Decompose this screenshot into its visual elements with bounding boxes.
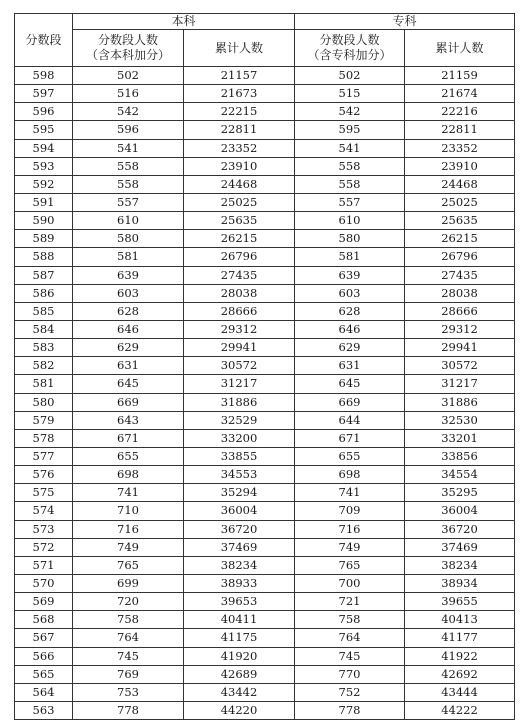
benke-cumulative-cell: 25635	[184, 212, 295, 230]
benke-count-cell: 631	[73, 357, 184, 375]
zhuanke-count-cell: 721	[295, 593, 405, 611]
score-cell: 566	[15, 647, 73, 665]
table-row	[15, 593, 515, 611]
benke-count-cell: 769	[73, 665, 184, 683]
table-row	[15, 411, 515, 429]
zhuanke-cumulative-cell: 31886	[405, 393, 515, 411]
table-row	[15, 320, 515, 338]
benke-count-cell: 646	[73, 320, 184, 338]
zhuanke-cumulative-cell: 37469	[405, 538, 515, 556]
zhuanke-count-cell: 646	[295, 320, 405, 338]
benke-cumulative-cell: 23352	[184, 139, 295, 157]
table-row	[15, 212, 515, 230]
score-cell: 590	[15, 212, 73, 230]
zhuanke-cumulative-cell: 41177	[405, 629, 515, 647]
zhuanke-count-cell: 542	[295, 103, 405, 121]
zhuanke-cumulative-cell: 29312	[405, 320, 515, 338]
benke-count-cell: 603	[73, 284, 184, 302]
score-cell: 576	[15, 466, 73, 484]
zhuanke-count-cell: 639	[295, 266, 405, 284]
table-row	[15, 484, 515, 502]
zhuanke-count-cell: 580	[295, 230, 405, 248]
benke-count-cell: 580	[73, 230, 184, 248]
zhuanke-count-cell: 669	[295, 393, 405, 411]
score-cell: 596	[15, 103, 73, 121]
zhuanke-count-cell: 631	[295, 357, 405, 375]
header-group-row	[15, 14, 515, 30]
score-cell: 572	[15, 538, 73, 556]
score-cell: 586	[15, 284, 73, 302]
benke-cumulative-cell: 25025	[184, 193, 295, 211]
zhuanke-cumulative-cell: 42692	[405, 665, 515, 683]
zhuanke-cumulative-cell: 44222	[405, 701, 515, 719]
table-row	[15, 683, 515, 701]
score-cell: 575	[15, 484, 73, 502]
benke-count-cell: 745	[73, 647, 184, 665]
table-row	[15, 248, 515, 266]
zhuanke-count-cell: 716	[295, 520, 405, 538]
zhuanke-count-cell: 709	[295, 502, 405, 520]
benke-count-cell: 541	[73, 139, 184, 157]
benke-count-cell: 699	[73, 574, 184, 592]
zhuanke-cumulative-cell: 28038	[405, 284, 515, 302]
table-header	[15, 14, 515, 67]
zhuanke-cumulative-cell: 33201	[405, 429, 515, 447]
benke-cumulative-cell: 28038	[184, 284, 295, 302]
table-row	[15, 85, 515, 103]
benke-count-cell: 639	[73, 266, 184, 284]
benke-group-header: 本科	[73, 14, 295, 30]
zhuanke-cumulative-cell: 25635	[405, 212, 515, 230]
benke-cumulative-cell: 21157	[184, 67, 295, 85]
benke-count-cell: 758	[73, 611, 184, 629]
table-row	[15, 574, 515, 592]
zhuanke-cumulative-cell: 33856	[405, 447, 515, 465]
zhuanke-cumulative-cell: 38934	[405, 574, 515, 592]
benke-cumulative-header: 累计人数	[184, 30, 295, 67]
zhuanke-count-cell: 752	[295, 683, 405, 701]
table-row	[15, 121, 515, 139]
table-row	[15, 429, 515, 447]
zhuanke-count-cell: 645	[295, 375, 405, 393]
benke-cumulative-cell: 39653	[184, 593, 295, 611]
zhuanke-count-cell: 700	[295, 574, 405, 592]
zhuanke-cumulative-cell: 26796	[405, 248, 515, 266]
zhuanke-cumulative-header: 累计人数	[405, 30, 515, 67]
zhuanke-count-cell: 741	[295, 484, 405, 502]
table-row	[15, 375, 515, 393]
benke-count-cell: 655	[73, 447, 184, 465]
score-cell: 574	[15, 502, 73, 520]
benke-cumulative-cell: 31217	[184, 375, 295, 393]
benke-count-cell: 741	[73, 484, 184, 502]
zhuanke-count-cell: 558	[295, 157, 405, 175]
table-row	[15, 611, 515, 629]
score-cell: 583	[15, 339, 73, 357]
zhuanke-count-cell: 644	[295, 411, 405, 429]
score-cell: 587	[15, 266, 73, 284]
score-cell: 563	[15, 701, 73, 719]
zhuanke-count-cell: 758	[295, 611, 405, 629]
benke-cumulative-cell: 21673	[184, 85, 295, 103]
table-row	[15, 447, 515, 465]
zhuanke-cumulative-cell: 25025	[405, 193, 515, 211]
table-row	[15, 302, 515, 320]
score-cell: 598	[15, 67, 73, 85]
zhuanke-cumulative-cell: 36004	[405, 502, 515, 520]
benke-count-cell: 765	[73, 556, 184, 574]
benke-count-cell: 558	[73, 157, 184, 175]
zhuanke-count-cell: 610	[295, 212, 405, 230]
zhuanke-count-cell: 764	[295, 629, 405, 647]
score-cell: 571	[15, 556, 73, 574]
zhuanke-count-cell: 595	[295, 121, 405, 139]
table-row	[15, 701, 515, 719]
zhuanke-count-header	[295, 30, 405, 67]
benke-cumulative-cell: 44220	[184, 701, 295, 719]
table-row	[15, 556, 515, 574]
benke-cumulative-cell: 37469	[184, 538, 295, 556]
zhuanke-count-cell: 581	[295, 248, 405, 266]
score-cell: 594	[15, 139, 73, 157]
score-cell: 592	[15, 175, 73, 193]
benke-cumulative-cell: 29941	[184, 339, 295, 357]
zhuanke-cumulative-cell: 29941	[405, 339, 515, 357]
benke-cumulative-cell: 43442	[184, 683, 295, 701]
zhuanke-cumulative-cell: 21674	[405, 85, 515, 103]
benke-count-cell: 502	[73, 67, 184, 85]
score-cell: 580	[15, 393, 73, 411]
zhuanke-cumulative-cell: 34554	[405, 466, 515, 484]
zhuanke-cumulative-cell: 41922	[405, 647, 515, 665]
benke-count-cell: 710	[73, 502, 184, 520]
zhuanke-cumulative-cell: 36720	[405, 520, 515, 538]
zhuanke-cumulative-cell: 31217	[405, 375, 515, 393]
benke-count-cell: 596	[73, 121, 184, 139]
zhuanke-cumulative-cell: 22811	[405, 121, 515, 139]
zhuanke-cumulative-cell: 27435	[405, 266, 515, 284]
zhuanke-group-header: 专科	[295, 14, 515, 30]
benke-count-cell: 542	[73, 103, 184, 121]
table-row	[15, 520, 515, 538]
benke-count-cell: 778	[73, 701, 184, 719]
benke-count-cell: 628	[73, 302, 184, 320]
zhuanke-count-cell: 502	[295, 67, 405, 85]
header-sub-row	[15, 30, 515, 67]
zhuanke-count-cell: 603	[295, 284, 405, 302]
score-cell: 569	[15, 593, 73, 611]
table-row	[15, 357, 515, 375]
zhuanke-cumulative-cell: 38234	[405, 556, 515, 574]
score-cell: 567	[15, 629, 73, 647]
score-cell: 568	[15, 611, 73, 629]
benke-cumulative-cell: 29312	[184, 320, 295, 338]
score-cell: 589	[15, 230, 73, 248]
score-cell: 588	[15, 248, 73, 266]
benke-cumulative-cell: 27435	[184, 266, 295, 284]
table-row	[15, 629, 515, 647]
table-row	[15, 339, 515, 357]
benke-cumulative-cell: 26215	[184, 230, 295, 248]
benke-count-cell: 753	[73, 683, 184, 701]
benke-cumulative-cell: 34553	[184, 466, 295, 484]
table-row	[15, 647, 515, 665]
score-cell: 582	[15, 357, 73, 375]
benke-cumulative-cell: 26796	[184, 248, 295, 266]
table-row	[15, 103, 515, 121]
score-cell: 577	[15, 447, 73, 465]
zhuanke-cumulative-cell: 22216	[405, 103, 515, 121]
benke-cumulative-cell: 24468	[184, 175, 295, 193]
zhuanke-count-cell: 558	[295, 175, 405, 193]
benke-count-cell: 557	[73, 193, 184, 211]
score-cell: 595	[15, 121, 73, 139]
benke-cumulative-cell: 41175	[184, 629, 295, 647]
table-row	[15, 266, 515, 284]
score-cell: 570	[15, 574, 73, 592]
benke-cumulative-cell: 28666	[184, 302, 295, 320]
score-cell: 565	[15, 665, 73, 683]
zhuanke-count-cell: 557	[295, 193, 405, 211]
benke-cumulative-cell: 35294	[184, 484, 295, 502]
score-column-header: 分数段	[15, 14, 73, 67]
zhuanke-count-cell: 671	[295, 429, 405, 447]
benke-cumulative-cell: 30572	[184, 357, 295, 375]
benke-cumulative-cell: 33200	[184, 429, 295, 447]
benke-cumulative-cell: 41920	[184, 647, 295, 665]
benke-count-cell: 558	[73, 175, 184, 193]
benke-count-cell: 629	[73, 339, 184, 357]
score-cell: 573	[15, 520, 73, 538]
zhuanke-cumulative-cell: 40413	[405, 611, 515, 629]
table-row	[15, 157, 515, 175]
zhuanke-cumulative-cell: 39655	[405, 593, 515, 611]
benke-count-header-line1: 分数段人数	[97, 33, 158, 47]
benke-count-cell: 645	[73, 375, 184, 393]
benke-cumulative-cell: 31886	[184, 393, 295, 411]
score-cell: 591	[15, 193, 73, 211]
zhuanke-cumulative-cell: 23910	[405, 157, 515, 175]
table-row	[15, 393, 515, 411]
benke-cumulative-cell: 36004	[184, 502, 295, 520]
table-row	[15, 502, 515, 520]
zhuanke-cumulative-cell: 28666	[405, 302, 515, 320]
benke-count-cell: 698	[73, 466, 184, 484]
table-row	[15, 175, 515, 193]
zhuanke-count-cell: 698	[295, 466, 405, 484]
table-body	[15, 67, 515, 720]
zhuanke-count-cell: 515	[295, 85, 405, 103]
benke-cumulative-cell: 32529	[184, 411, 295, 429]
score-cell: 584	[15, 320, 73, 338]
score-distribution-table	[14, 13, 515, 720]
benke-cumulative-cell: 33855	[184, 447, 295, 465]
benke-cumulative-cell: 38933	[184, 574, 295, 592]
zhuanke-count-cell: 745	[295, 647, 405, 665]
benke-cumulative-cell: 22215	[184, 103, 295, 121]
table-row	[15, 284, 515, 302]
zhuanke-count-cell: 765	[295, 556, 405, 574]
score-cell: 593	[15, 157, 73, 175]
table-row	[15, 665, 515, 683]
zhuanke-count-header-line1: 分数段人数	[319, 33, 380, 47]
table-row	[15, 230, 515, 248]
score-cell: 597	[15, 85, 73, 103]
benke-count-cell: 669	[73, 393, 184, 411]
benke-count-cell: 764	[73, 629, 184, 647]
zhuanke-count-cell: 655	[295, 447, 405, 465]
benke-cumulative-cell: 22811	[184, 121, 295, 139]
score-cell: 564	[15, 683, 73, 701]
score-cell: 579	[15, 411, 73, 429]
table-row	[15, 466, 515, 484]
benke-count-cell: 516	[73, 85, 184, 103]
zhuanke-cumulative-cell: 21159	[405, 67, 515, 85]
benke-count-cell: 610	[73, 212, 184, 230]
table-row	[15, 67, 515, 85]
zhuanke-count-cell: 770	[295, 665, 405, 683]
score-cell: 585	[15, 302, 73, 320]
benke-cumulative-cell: 40411	[184, 611, 295, 629]
benke-cumulative-cell: 23910	[184, 157, 295, 175]
benke-count-header-line2: （含本科加分）	[85, 48, 170, 62]
zhuanke-count-header-line2: （含专科加分）	[307, 48, 392, 62]
zhuanke-count-cell: 541	[295, 139, 405, 157]
benke-cumulative-cell: 36720	[184, 520, 295, 538]
score-cell: 581	[15, 375, 73, 393]
zhuanke-cumulative-cell: 30572	[405, 357, 515, 375]
table-row	[15, 139, 515, 157]
benke-count-cell: 671	[73, 429, 184, 447]
zhuanke-count-cell: 749	[295, 538, 405, 556]
zhuanke-cumulative-cell: 26215	[405, 230, 515, 248]
zhuanke-cumulative-cell: 35295	[405, 484, 515, 502]
table-row	[15, 193, 515, 211]
benke-count-cell: 716	[73, 520, 184, 538]
zhuanke-cumulative-cell: 23352	[405, 139, 515, 157]
benke-cumulative-cell: 38234	[184, 556, 295, 574]
zhuanke-cumulative-cell: 43444	[405, 683, 515, 701]
benke-count-cell: 720	[73, 593, 184, 611]
benke-count-header	[73, 30, 184, 67]
table-row	[15, 538, 515, 556]
benke-cumulative-cell: 42689	[184, 665, 295, 683]
benke-count-cell: 643	[73, 411, 184, 429]
zhuanke-cumulative-cell: 32530	[405, 411, 515, 429]
score-cell: 578	[15, 429, 73, 447]
zhuanke-count-cell: 778	[295, 701, 405, 719]
zhuanke-cumulative-cell: 24468	[405, 175, 515, 193]
benke-count-cell: 581	[73, 248, 184, 266]
benke-count-cell: 749	[73, 538, 184, 556]
zhuanke-count-cell: 628	[295, 302, 405, 320]
zhuanke-count-cell: 629	[295, 339, 405, 357]
